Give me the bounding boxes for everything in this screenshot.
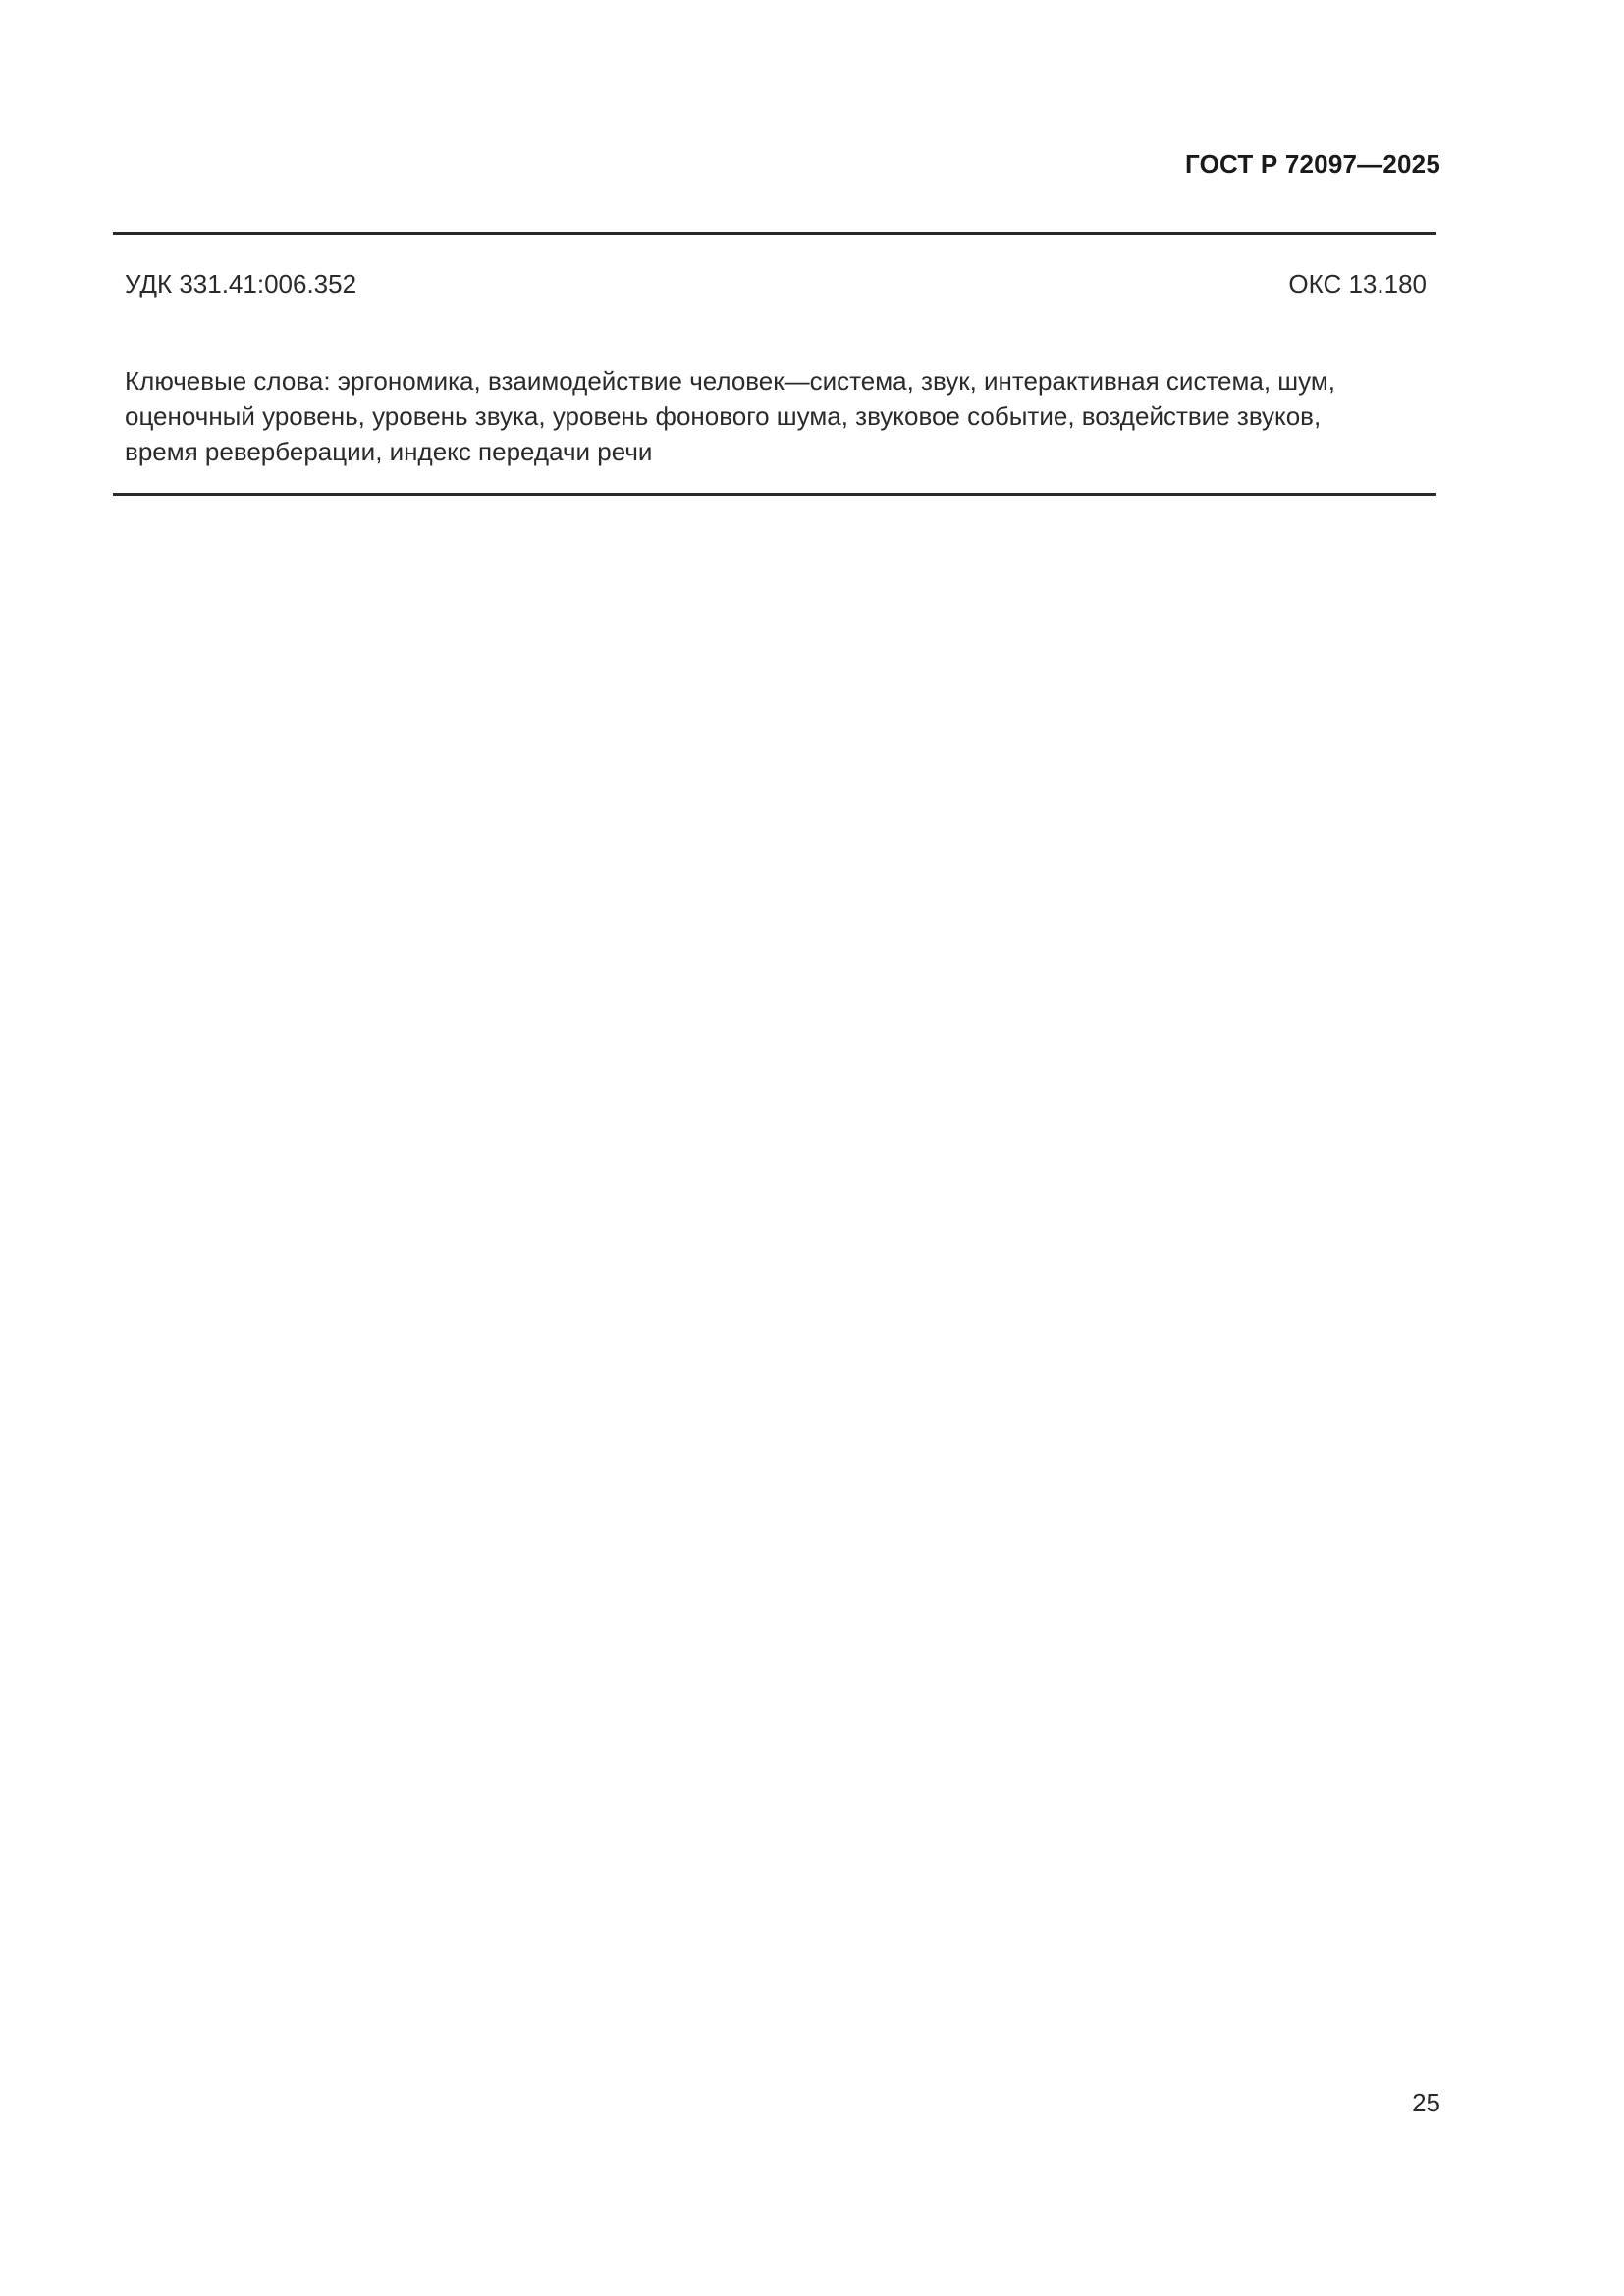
oks-code: ОКС 13.180 [1288, 269, 1427, 298]
keywords-block [125, 363, 1431, 469]
document-code: ГОСТ Р 72097—2025 [1185, 149, 1440, 179]
keywords-line: Ключевые слова: эргономика, взаимодействие человек—система, звук, интерактивная система, шум, [125, 366, 1335, 396]
top-divider [113, 232, 1436, 235]
udc-code: УДК 331.41:006.352 [125, 269, 357, 298]
keywords-line: оценочный уровень, уровень звука, уровень фонового шума, звуковое событие, воздействие звуков, [125, 401, 1322, 431]
bottom-divider [113, 493, 1436, 496]
page-number: 25 [1412, 2088, 1440, 2117]
keywords-line: время реверберации, индекс передачи речи [125, 437, 653, 466]
